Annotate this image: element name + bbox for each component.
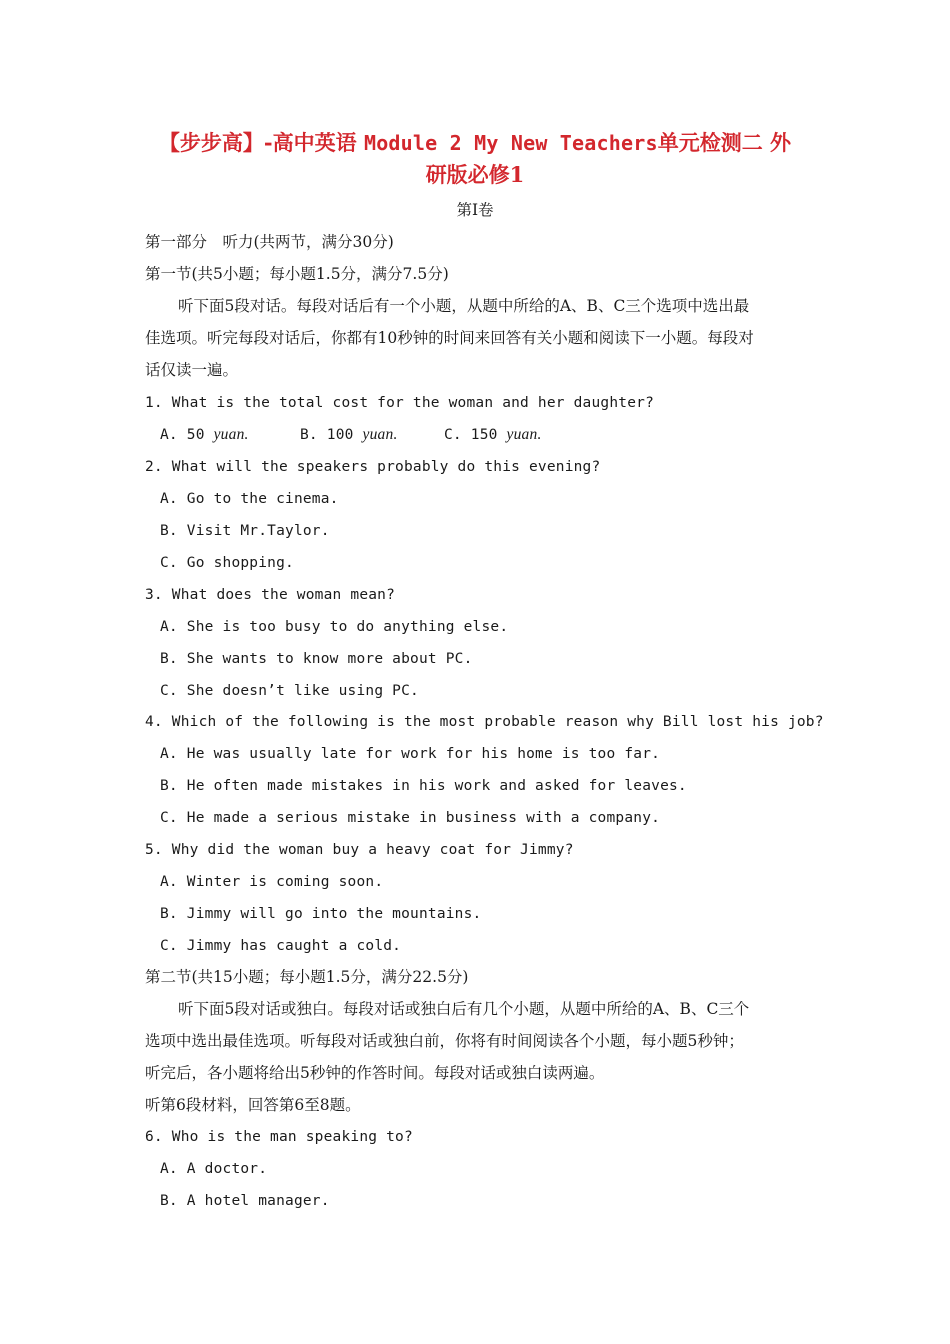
section1-instructions-1: 听下面5段对话。每段对话后有一个小题，从题中所给的A、B、C三个选项中选出最 (178, 297, 750, 315)
question-5-stem: 5. Why did the woman buy a heavy coat for Jimmy? (145, 842, 574, 858)
question-2-option-a: A. Go to the cinema. (160, 491, 339, 507)
question-3-stem: 3. What does the woman mean? (145, 587, 396, 603)
question-4-option-c: C. He made a serious mistake in business with a company. (160, 810, 661, 826)
question-4-option-a: A. He was usually late for work for his home is too far. (160, 746, 661, 762)
question-6-option-a: A. A doctor. (160, 1161, 268, 1177)
title-suffix: 单元检测二 外 (657, 130, 792, 155)
section1-instructions-2: 佳选项。听完每段对话后，你都有10秒钟的时间来回答有关小题和阅读下一小题。每段对 (145, 329, 754, 347)
question-4-stem: 4. Which of the following is the most probable reason why Bill lost his job? (145, 714, 824, 730)
section2-material-6: 听第6段材料，回答第6至8题。 (145, 1096, 361, 1114)
title-prefix: 【步步高】-高中英语 (158, 130, 364, 155)
section2-instructions-1: 听下面5段对话或独白。每段对话或独白后有几个小题，从题中所给的A、B、C三个 (178, 1000, 750, 1018)
question-4-option-b: B. He often made mistakes in his work and asked for leaves. (160, 778, 687, 794)
document-title-line-1 (0, 128, 950, 158)
document-title-line-2: 研版必修1 (425, 162, 525, 187)
question-3-option-c: C. She doesn’t like using PC. (160, 683, 419, 699)
part1-heading: 第一部分 听力(共两节，满分30分) (145, 233, 394, 251)
question-5-option-c: C. Jimmy has caught a cold. (160, 938, 402, 954)
question-1-options (160, 425, 542, 445)
question-2-option-b: B. Visit Mr.Taylor. (160, 523, 330, 539)
question-1-option-c: C. 150 yuan. (444, 426, 542, 443)
title-module: Module 2 My New Teachers (363, 131, 658, 155)
section2-instructions-2: 选项中选出最佳选项。听每段对话或独白前，你将有时间阅读各个小题，每小题5秒钟； (145, 1032, 744, 1050)
question-1-option-b: B. 100 yuan. (300, 426, 398, 443)
section1-instructions-3: 话仅读一遍。 (145, 361, 239, 379)
question-5-option-b: B. Jimmy will go into the mountains. (160, 906, 482, 922)
volume-heading: 第Ⅰ卷 (456, 201, 494, 219)
question-3-option-b: B. She wants to know more about PC. (160, 651, 473, 667)
question-6-stem: 6. Who is the man speaking to? (145, 1129, 413, 1145)
section1-heading: 第一节(共5小题；每小题1.5分，满分7.5分) (145, 265, 449, 283)
question-5-option-a: A. Winter is coming soon. (160, 874, 384, 890)
question-1-stem: 1. What is the total cost for the woman and her daughter? (145, 395, 654, 411)
question-3-option-a: A. She is too busy to do anything else. (160, 619, 509, 635)
question-1-option-a: A. 50 yuan. (160, 426, 249, 443)
question-2-stem: 2. What will the speakers probably do this evening? (145, 459, 601, 475)
section2-instructions-3: 听完后，各小题将给出5秒钟的作答时间。每段对话或独白读两遍。 (145, 1064, 605, 1082)
question-6-option-b: B. A hotel manager. (160, 1193, 330, 1209)
question-2-option-c: C. Go shopping. (160, 555, 294, 571)
section2-heading: 第二节(共15小题；每小题1.5分，满分22.5分) (145, 968, 469, 986)
